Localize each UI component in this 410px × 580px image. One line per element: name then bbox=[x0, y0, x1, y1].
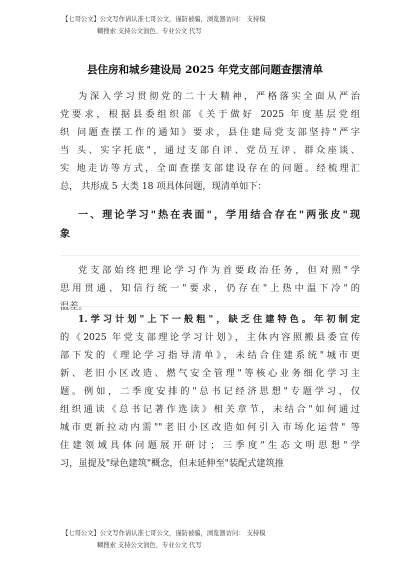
heading-line: 象 bbox=[60, 229, 70, 240]
text-line: 城市更新拉动内需""老旧小区改造如何引入市场化运营" 等 bbox=[60, 422, 360, 433]
text-line: 总， 共形成 5 大类 18 项具体问题，现清单如下： bbox=[60, 181, 267, 192]
divider bbox=[60, 255, 360, 256]
banner-line: 【七哥公文】公文写作请认准七哥公文，谨防被骗，浏览器访问： 支持模 bbox=[62, 530, 266, 537]
section-heading-1 bbox=[60, 206, 360, 244]
text-line: 党支部始终把理论学习作为首要政治任务，但对照"学 bbox=[78, 265, 360, 276]
text-line: 当 头、实字托底"，通过支部自评、党员互评、群众座谈、 bbox=[60, 145, 360, 156]
heading-line: 一、理论学习"热在表面"，学用结合存在"两张皮"现 bbox=[78, 210, 360, 221]
text-line: 党要求，根据县委组织部《关于做好 2025 年度基层党组 bbox=[60, 109, 360, 120]
item-heading-line: 1.学习计划"上下一般粗"，缺乏住建特色。年初制定 bbox=[78, 314, 360, 325]
text-line: 实 地走访等方式，全面查摆支部建设存在的问题。经梳理汇 bbox=[60, 163, 360, 174]
banner-line: 糊搜索 支持公文润色、专业公文 代写 bbox=[97, 542, 202, 549]
intro-paragraph bbox=[60, 88, 360, 196]
text-line: 思用贯通、知信行统一"要求，仍存在"上热中温下冷"的 bbox=[60, 283, 360, 294]
text-line: 为深入学习贯彻党的二十大精神，严格落实全面从严治 bbox=[78, 91, 360, 102]
text-line: 住建领域具体问题展开研讨；三季度"生态文明思想"学 bbox=[60, 440, 360, 451]
text-line: 部下发的《理论学习指导清单》，未结合住建系统"城市更 bbox=[60, 350, 360, 361]
banner-line: 【七哥公文】公文写作请认准七哥公文，谨防被骗，浏览器访问： 支持模 bbox=[62, 16, 266, 23]
text-line: 习，虽提及"绿色建筑"概念，但未延伸至"装配式建筑推 bbox=[60, 458, 284, 469]
text-line: 的《2025 年党支部理论学习计划》，主体内容照搬县委宣传 bbox=[60, 332, 360, 343]
text-line: 组织通读《总书记著作选读》相关章节，未结合"如何通过 bbox=[60, 404, 360, 415]
text-line: 新、老旧小区改造、燃气安全管理"等核心业务细化学习主 bbox=[60, 368, 360, 379]
text-line: 题。例如，二季度安排的"总书记经济思想"专题学习，仅 bbox=[60, 386, 360, 397]
banner-line: 糊搜索 支持公文润色、专业公文 代写 bbox=[97, 28, 202, 35]
divider bbox=[60, 306, 360, 307]
item1-paragraph bbox=[60, 311, 360, 473]
section1-paragraph bbox=[60, 262, 360, 316]
text-line: 织 问题查摆工作的通知》要求，县住建局党支部坚持"严字 bbox=[60, 127, 360, 138]
document-title: 县住房和城乡建设局 2025 年党支部问题查摆清单 bbox=[86, 64, 324, 76]
